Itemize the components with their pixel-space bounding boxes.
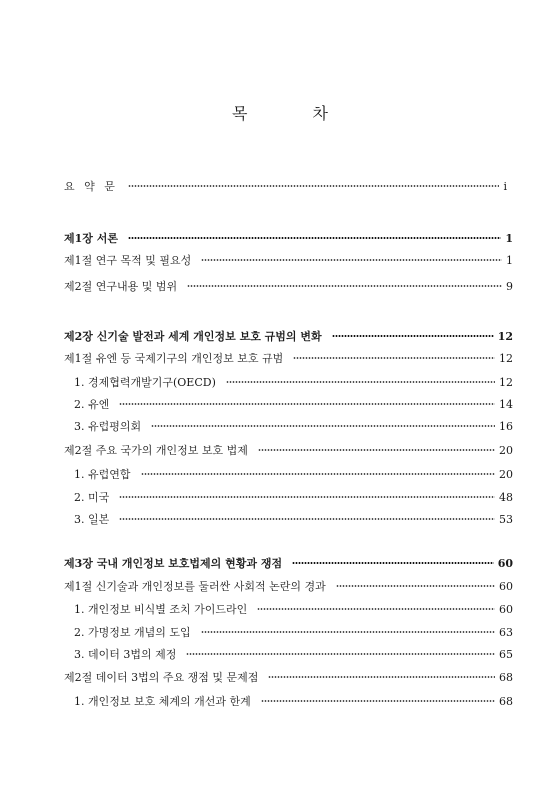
toc-entry-page: 60 xyxy=(499,579,513,593)
dot-leader xyxy=(201,631,495,633)
toc-entry-page: 20 xyxy=(499,467,513,481)
toc-entry-section[interactable] xyxy=(0,277,560,295)
toc-entry-subsection[interactable] xyxy=(0,623,560,641)
toc-entry-label: 1. 유럽연합 xyxy=(74,468,131,481)
dot-leader xyxy=(187,285,502,287)
toc-entry-page: 60 xyxy=(497,556,513,570)
toc-entry-label: 2. 유엔 xyxy=(74,398,110,411)
dot-leader xyxy=(268,676,495,678)
toc-entry-page: 63 xyxy=(499,625,513,639)
toc-entry-subsection[interactable] xyxy=(0,692,560,710)
toc-entry-page: 68 xyxy=(499,670,513,684)
toc-entry-summary[interactable] xyxy=(0,177,560,195)
toc-entry-label: 제1절 신기술과 개인정보를 둘러싼 사회적 논란의 경과 xyxy=(64,580,326,593)
toc-entry-section[interactable] xyxy=(0,577,560,595)
toc-entry-page: 60 xyxy=(499,602,513,616)
toc-entry-subsection[interactable] xyxy=(0,417,560,435)
toc-entry-subsection[interactable] xyxy=(0,465,560,483)
dot-leader xyxy=(293,357,495,359)
toc-entry-page: 12 xyxy=(499,375,513,389)
toc-entry-section[interactable] xyxy=(0,668,560,686)
toc-entry-label: 요 약 문 xyxy=(64,180,118,193)
dot-leader xyxy=(201,259,502,261)
toc-entry-section[interactable] xyxy=(0,441,560,459)
toc-entry-label: 1. 개인정보 보호 체계의 개선과 한계 xyxy=(74,695,251,708)
dot-leader xyxy=(258,449,495,451)
toc-entry-page: i xyxy=(503,179,507,193)
toc-entry-page: 48 xyxy=(499,490,513,504)
dot-leader xyxy=(128,185,500,187)
toc-entry-label: 제2장 신기술 발전과 세계 개인정보 보호 규범의 변화 xyxy=(64,330,322,343)
toc-entry-page: 12 xyxy=(497,329,513,343)
toc-entry-page: 1 xyxy=(506,253,513,267)
dot-leader xyxy=(128,237,501,239)
toc-entry-page: 12 xyxy=(499,351,513,365)
dot-leader xyxy=(257,608,495,610)
toc-entry-page: 20 xyxy=(499,443,513,457)
dot-leader xyxy=(119,496,495,498)
toc-entry-label: 3. 일본 xyxy=(74,513,110,526)
toc-entry-label: 제2절 데이터 3법의 주요 쟁점 및 문제점 xyxy=(64,671,259,684)
toc-entry-page: 14 xyxy=(499,397,513,411)
toc-entry-section[interactable] xyxy=(0,349,560,367)
toc-entry-label: 제2절 연구내용 및 범위 xyxy=(64,280,178,293)
dot-leader xyxy=(292,562,494,564)
toc-entry-subsection[interactable] xyxy=(0,488,560,506)
toc-entry-label: 제3장 국내 개인정보 보호법제의 현황과 쟁점 xyxy=(64,557,283,570)
toc-entry-subsection[interactable] xyxy=(0,645,560,663)
toc-entry-page: 53 xyxy=(499,512,513,526)
toc-entry-label: 2. 가명정보 개념의 도입 xyxy=(74,626,191,639)
toc-entry-label: 제1절 연구 목적 및 필요성 xyxy=(64,254,192,267)
dot-leader xyxy=(186,653,495,655)
toc-entry-label: 제1장 서론 xyxy=(64,232,118,245)
dot-leader xyxy=(119,403,495,405)
toc-entry-chapter[interactable] xyxy=(0,327,560,345)
toc-entry-label: 3. 유럽평의회 xyxy=(74,420,142,433)
toc-entry-label: 3. 데이터 3법의 제정 xyxy=(74,648,177,661)
toc-entry-subsection[interactable] xyxy=(0,373,560,391)
toc-entry-page: 1 xyxy=(505,231,513,245)
page-title: 목 차 xyxy=(232,104,358,123)
toc-entry-label: 제1절 유엔 등 국제기구의 개인정보 보호 규범 xyxy=(64,352,284,365)
toc-entry-subsection[interactable] xyxy=(0,510,560,528)
toc-entry-page: 9 xyxy=(506,279,513,293)
toc-entry-label: 2. 미국 xyxy=(74,491,110,504)
dot-leader xyxy=(119,518,495,520)
dot-leader xyxy=(141,473,496,475)
toc-entry-page: 65 xyxy=(499,647,513,661)
toc-entry-subsection[interactable] xyxy=(0,395,560,413)
toc-entry-label: 제2절 주요 국가의 개인정보 보호 법제 xyxy=(64,444,248,457)
dot-leader xyxy=(332,335,494,337)
toc-entry-page: 16 xyxy=(499,419,513,433)
dot-leader xyxy=(261,700,495,702)
toc-entry-subsection[interactable] xyxy=(0,600,560,618)
dot-leader xyxy=(336,585,495,587)
toc-entry-page: 68 xyxy=(499,694,513,708)
toc-entry-label: 1. 경제협력개발기구(OECD) xyxy=(74,376,216,389)
toc-entry-label: 1. 개인정보 비식별 조치 가이드라인 xyxy=(74,603,248,616)
dot-leader xyxy=(151,425,495,427)
toc-entry-section[interactable] xyxy=(0,251,560,269)
dot-leader xyxy=(226,381,495,383)
toc-entry-chapter[interactable] xyxy=(0,229,560,247)
toc-entry-chapter[interactable] xyxy=(0,554,560,572)
